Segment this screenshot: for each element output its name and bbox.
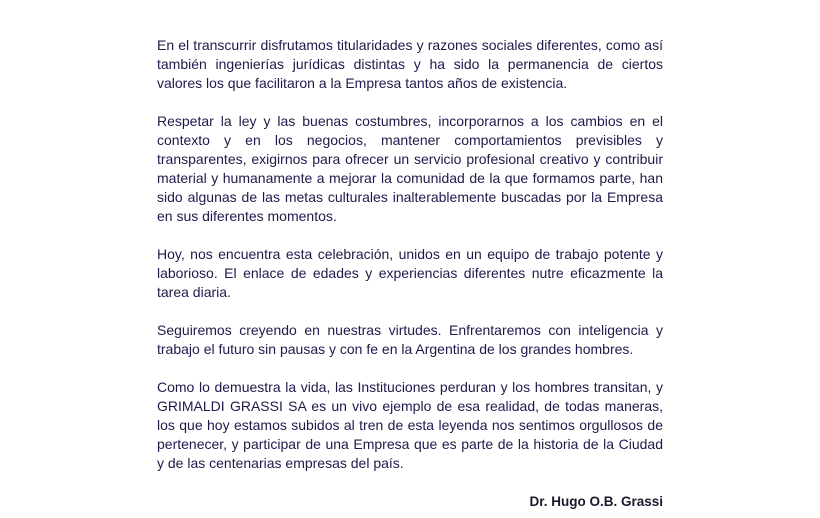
paragraph-values: Respetar la ley y las buenas costumbres, incorporarnos a los cambios en el contexto y en los negocios, mantener comportamientos previsibles y transparentes, exigirnos para ofrecer un servicio profesional creativo y contribuir material y humanamente a mejorar la comunidad de la que formamos parte, han sido algunas de las metas culturales inalterablemente buscadas por la Empresa en sus diferentes momentos. [157, 113, 663, 224]
paragraph-institutions: Como lo demuestra la vida, las Instituciones perduran y los hombres transitan, y GRIMALDI GRASSI SA es un vivo ejemplo de esa realidad, de todas maneras, los que hoy estamos subidos al tren de esta leyenda nos sentimos orgullosos de pertenecer, y participar de una Empresa que es parte de la historia de la Ciudad y de las centenarias empresas del país. [157, 379, 663, 471]
paragraph-history: En el transcurrir disfrutamos titularidades y razones sociales diferentes, como así también ingenierías jurídicas distintas y ha sido la permanencia de ciertos valores los que facilitaron a la Empresa tantos años de existencia. [157, 37, 663, 91]
signature: Dr. Hugo O.B. Grassi [529, 494, 663, 509]
letter-body [157, 36, 663, 511]
paragraph-future: Seguiremos creyendo en nuestras virtudes. Enfrentaremos con inteligencia y trabajo el futuro sin pausas y con fe en la Argentina de los grandes hombres. [157, 322, 663, 357]
paragraph-celebration: Hoy, nos encuentra esta celebración, unidos en un equipo de trabajo potente y laborioso. El enlace de edades y experiencias diferentes nutre eficazmente la tarea diaria. [157, 246, 663, 300]
